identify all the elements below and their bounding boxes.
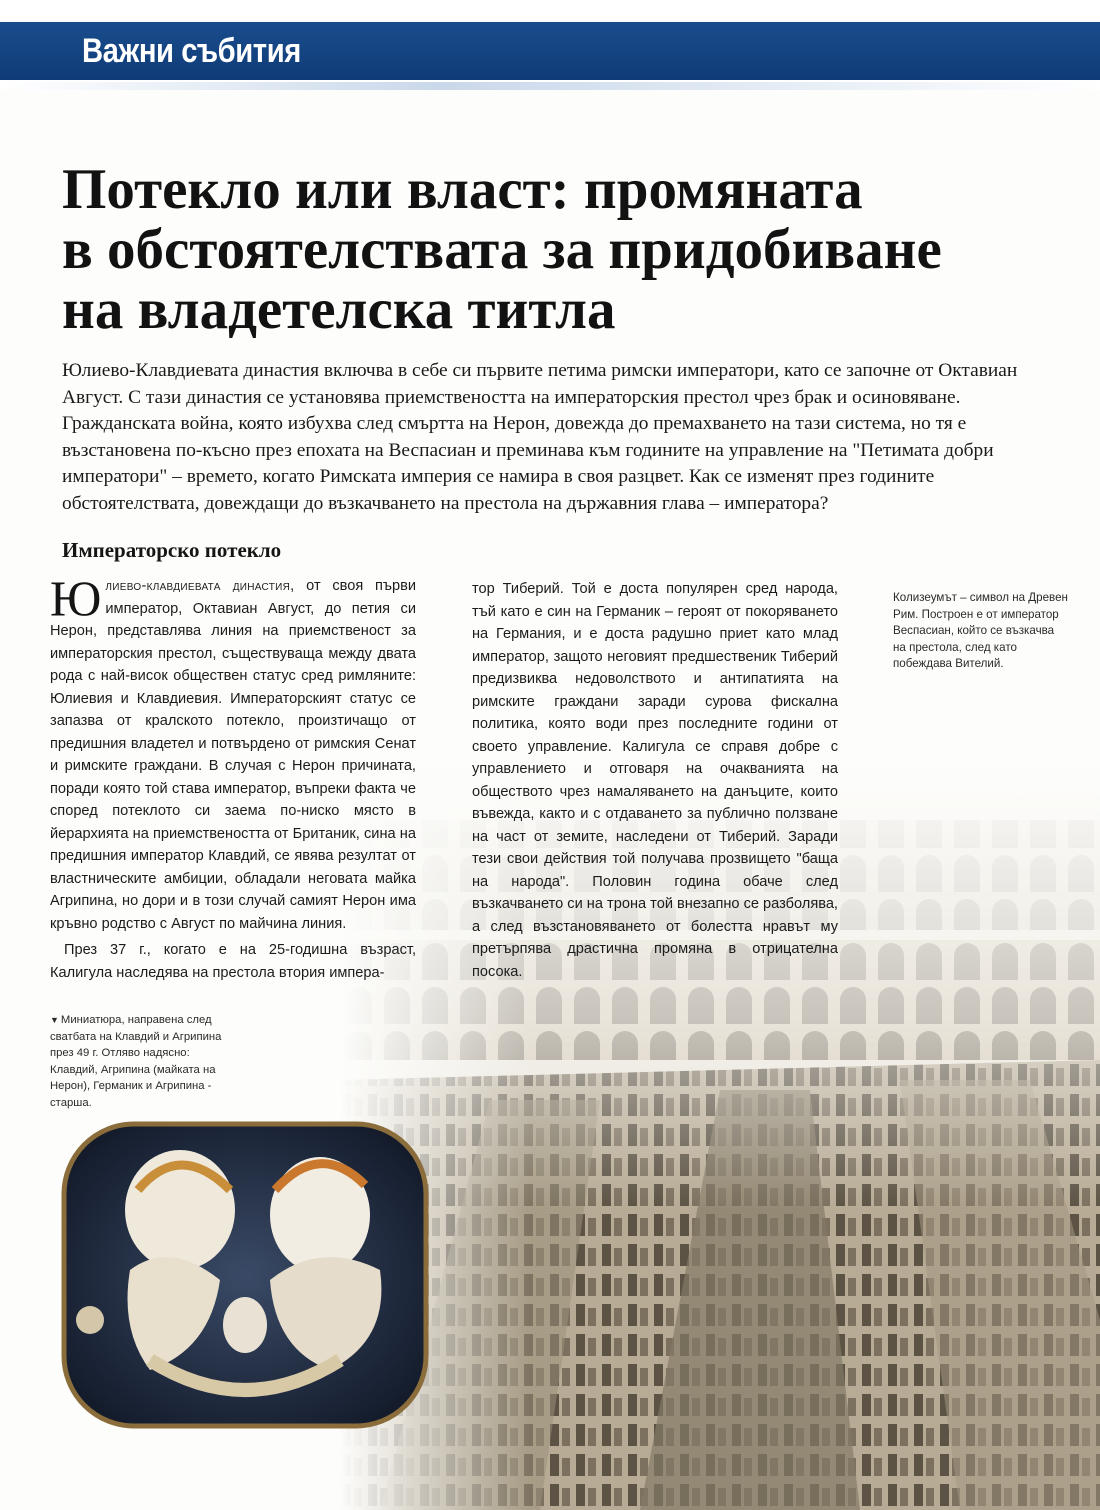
- column-1-paragraph-2: През 37 г., когато е на 25-годишна възраст, Калигула наследява на престола втория импера-: [50, 942, 416, 981]
- column-1-paragraph-1: [50, 570, 416, 935]
- title-line: в обстоятелствата за придобиване: [62, 218, 942, 281]
- title-line: на владетелска титла: [62, 278, 616, 341]
- column-2: [472, 578, 838, 983]
- column-1: [50, 570, 416, 984]
- colosseum-caption: Колизеумът – символ на Древен Рим. Построен е от император Веспасиан, който се възкачва на престола, след като побеждава Вителий.: [893, 591, 1068, 670]
- caption-pointer-icon: ▼: [50, 1015, 59, 1025]
- column-2-paragraph: тор Тиберий. Той е доста популярен сред народа, тъй като е син на Германик – героят от покоряването на Германия, и е доста радушно приет като млад император, защото неговият предшественик Тиберий предизвиква недоволството и антипатията на римските граждани заради сурова фискална политика, която води през последните години от своето управление. Калигула се справя добре с управлението и отговаря на очакванията на обществото чрез намаляването на данъците, които въвежда, както и с отдаването за публично ползване на част от земите, наследени от Тиберий. Заради тези свои действия той получава прозвището "баща на народа". Половин година обаче след възкачването си на трона той внезапно се разболява, а след възстановяването от болестта нравът му претърпява драстична промяна в отрицателна посока.: [472, 581, 838, 980]
- cameo-caption-block: [50, 1012, 230, 1111]
- cameo-image: [60, 1120, 430, 1430]
- lead-paragraph: Юлиево-Клавдиевата династия включва в себе си първите петима римски императори, като се започне от Октавиан Август. С тази династия се установява приемствеността на императорския престол чрез брак и осиновяване. Гражданската война, която избухва след смъртта на Нерон, довежда до премахването на тази система, но тя е възстановена по-късно през епохата на Веспасиан и преминава към годините на управление на "Петимата добри императори" – времето, когато Римската империя се намира в своя разцвет. Как се изменят през годините обстоятелствата, довеждащи до възкачването на престола на държавния глава – императора?: [62, 360, 1018, 514]
- column-1-text: от своя първи император, Октавиан Август, до петия си Нерон, представлява линия на приемственост за императорския престол, съществуваща между двата рода с най-висок обществен статус сред римляните: Юлиевия и Клавдиевия. Императорският статус се запазва от кралското потекло, произтичащо от предишния владетел и потвърдено от римския Сенат и римските граждани. В случая с Нерон причината, поради която той става император, въпреки факта че според потеклото си заема по-ниско място в йерархията на приемствеността от Британик, сина на предишния император Клавдий, се явява резултат от властническите амбиции, обладали неговата майка Агрипина, но дори и в този случай самият Нерон има кръвно родство с Август по майчина линия.: [50, 578, 416, 932]
- opening-smallcaps: лиево-клавдиевата династия,: [105, 578, 295, 594]
- section-subheading: Императорско потекло: [62, 538, 282, 562]
- drop-cap: Ю: [50, 570, 102, 626]
- article-title: [62, 160, 1062, 340]
- header-stripe: [0, 82, 1100, 90]
- cameo-caption: Миниатюра, направена след сватбата на Клавдий и Агрипина през 49 г. Отляво надясно: Клавдий, Агрипина (майката на Нерон), Германик и Агрипина - старша.: [50, 1014, 222, 1109]
- title-line: Потекло или власт: промяната: [62, 158, 863, 221]
- section-label: Важни събития: [82, 32, 301, 70]
